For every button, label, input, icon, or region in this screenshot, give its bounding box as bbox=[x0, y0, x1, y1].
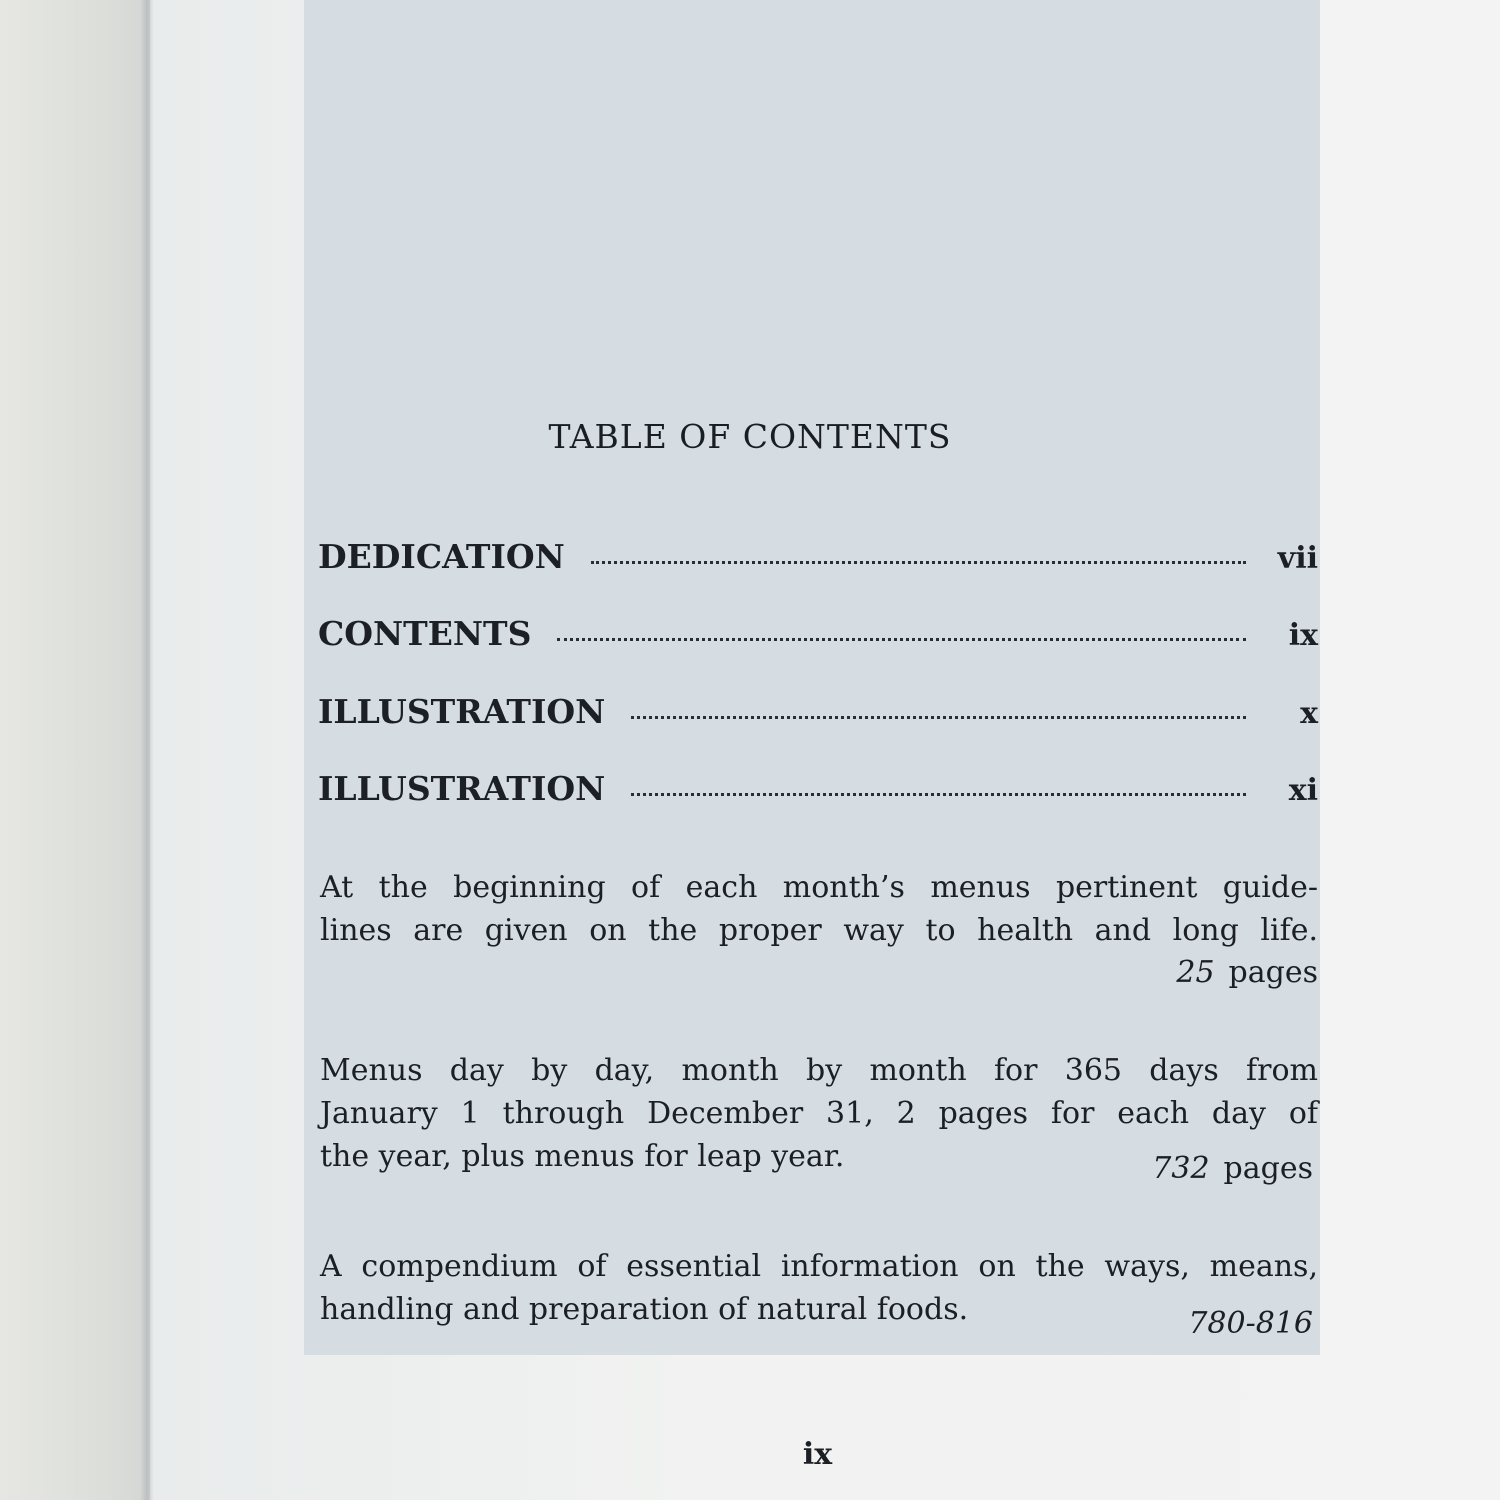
toc-entry-label: ILLUSTRATION bbox=[318, 692, 606, 731]
toc-entry bbox=[318, 769, 1318, 813]
section-line: the year, plus menus for leap year. bbox=[320, 1139, 845, 1174]
page-number: ix bbox=[802, 1437, 833, 1472]
toc-leader-dots bbox=[631, 792, 1246, 796]
section-page-range bbox=[1188, 1306, 1313, 1341]
section-page-count bbox=[1176, 955, 1318, 990]
section-line: Menus day by day, month by month for 365 days from bbox=[320, 1053, 1318, 1088]
section-line: At the beginning of each month’s menus pertinent guide- bbox=[320, 870, 1318, 905]
section-line: January 1 through December 31, 2 pages for each day of bbox=[320, 1096, 1318, 1131]
toc-entry-page: vii bbox=[1277, 541, 1318, 576]
toc-leader-dots bbox=[591, 560, 1246, 564]
toc-entry-label: ILLUSTRATION bbox=[318, 769, 606, 808]
page-range-number: 780-816 bbox=[1188, 1306, 1313, 1341]
section-description bbox=[320, 866, 1318, 952]
toc-entry bbox=[318, 692, 1318, 736]
toc-entry-label: CONTENTS bbox=[318, 614, 532, 653]
book-gutter bbox=[0, 0, 150, 1500]
toc-entry bbox=[318, 537, 1318, 581]
section-description bbox=[320, 1245, 1318, 1331]
toc-leader-dots bbox=[631, 715, 1246, 719]
toc-entry-page: ix bbox=[1288, 618, 1318, 653]
page-count-unit: pages bbox=[1228, 955, 1318, 990]
section-page-count bbox=[1152, 1151, 1313, 1186]
page-count-number: 732 bbox=[1152, 1151, 1210, 1186]
section-line: A compendium of essential information on the ways, means, bbox=[320, 1249, 1318, 1284]
page-count-number: 25 bbox=[1176, 955, 1215, 990]
section-line: handling and preparation of natural foods. bbox=[320, 1292, 969, 1327]
toc-entry bbox=[318, 614, 1318, 658]
section-line: lines are given on the proper way to health and long life. bbox=[320, 913, 1318, 948]
toc-entry-page: xi bbox=[1288, 773, 1318, 808]
page-title: TABLE OF CONTENTS bbox=[548, 417, 952, 456]
toc-leader-dots bbox=[557, 637, 1246, 641]
gutter-shadow bbox=[140, 0, 154, 1500]
page-count-unit: pages bbox=[1223, 1151, 1313, 1186]
toc-entry-page: x bbox=[1300, 696, 1318, 731]
toc-entry-label: DEDICATION bbox=[318, 537, 565, 576]
